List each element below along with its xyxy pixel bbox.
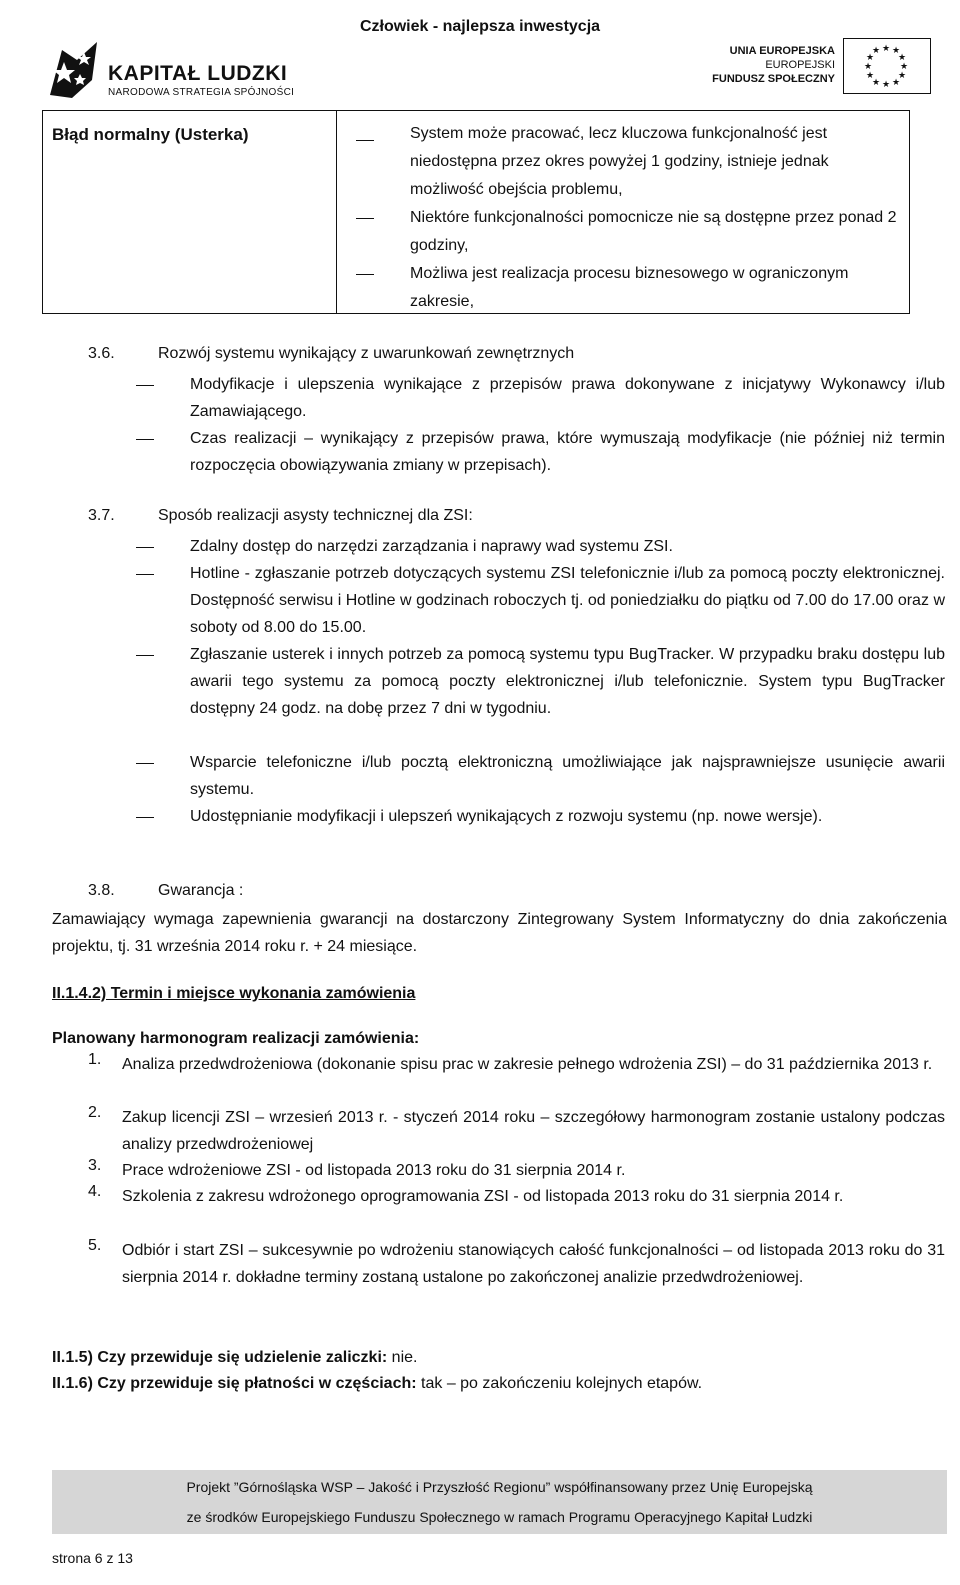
- bullet-dash: [136, 439, 154, 440]
- bullet-dash: [136, 655, 154, 656]
- list-item: Zakup licencji ZSI – wrzesień 2013 r. - styczeń 2014 roku – szczegółowy harmonogram zostanie ustalony podczas analizy przedwdrożeniowej: [122, 1109, 945, 1153]
- list-item: Zgłaszanie usterek i innych potrzeb za pomocą systemu typu BugTracker. W przypadku braku dostępu lub awarii tego systemu za pomocą poczty elektronicznej i/lub telefonicznie. System typu BugTracker dostępny 24 godz. na dobę przez 7 dni w tygodniu.: [190, 646, 945, 717]
- list-item: Modyfikacje i ulepszenia wynikające z przepisów prawa dokonywane z inicjatywy Wykonawcy i/lub Zamawiającego.: [190, 376, 945, 420]
- list-item: Analiza przedwdrożeniowa (dokonanie spisu prac w zakresie pełnego wdrożenia ZSI) – do 31 października 2013 r.: [122, 1056, 933, 1073]
- section-title: Gwarancja :: [158, 882, 244, 899]
- partial-payment-answer: tak – po zakończeniu kolejnych etapów.: [416, 1375, 703, 1392]
- svg-text:★: ★: [872, 46, 881, 56]
- footer-line-1: Projekt ”Górnośląska WSP – Jakość i Przyszłość Regionu” współfinansowany przez Unię Europejską: [186, 1479, 813, 1495]
- list-item: Hotline - zgłaszanie potrzeb dotyczących systemu ZSI telefonicznie i/lub za pomocą poczty elektronicznej. Dostępność serwisu i Hotline w godzinach roboczych tj. od poniedziałku do piątku od 7.00 do 17.00 oraz w soboty od 8.00 do 15.00.: [190, 565, 945, 636]
- svg-text:★: ★: [864, 62, 873, 72]
- bullet-dash: [356, 218, 374, 219]
- section-title: Sposób realizacji asysty technicznej dla ZSI:: [158, 507, 473, 524]
- svg-text:★: ★: [892, 46, 901, 56]
- bullet-dash: [356, 140, 374, 141]
- partial-payment-label: II.1.6) Czy przewiduje się płatności w częściach:: [52, 1375, 417, 1392]
- svg-text:★: ★: [898, 71, 907, 81]
- section-number: 3.6.: [88, 345, 115, 362]
- advance-label: II.1.5) Czy przewiduje się udzielenie zaliczki:: [52, 1349, 388, 1366]
- bullet-dash: [136, 574, 154, 575]
- table-item-1: System może pracować, lecz kluczowa funkcjonalność jest niedostępna przez okres powyżej 1 godziny, istnieje jednak możliwość obejścia problemu,: [410, 125, 829, 198]
- bullet-dash: [356, 274, 374, 275]
- svg-text:★: ★: [898, 53, 907, 63]
- svg-text:★: ★: [882, 44, 891, 54]
- list-item: Szkolenia z zakresu wdrożonego oprogramowania ZSI - od listopada 2013 roku do 31 sierpnia 2014 r.: [122, 1188, 844, 1205]
- list-number: 5.: [88, 1237, 102, 1254]
- footer-line-2: ze środków Europejskiego Funduszu Społecznego w ramach Programu Operacyjnego Kapitał Ludzki: [186, 1509, 813, 1525]
- guarantee-text: Zamawiający wymaga zapewnienia gwarancji na dostarczony Zintegrowany System Informatyczny do dnia zakończenia projektu, tj. 31 września 2014 roku r. + 24 miesiące.: [52, 911, 947, 955]
- harmonogram-heading: Planowany harmonogram realizacji zamówienia:: [52, 1030, 420, 1047]
- list-number: 1.: [88, 1051, 102, 1068]
- header-slogan: Człowiek - najlepsza inwestycja: [359, 18, 601, 35]
- svg-text:★: ★: [866, 53, 875, 63]
- svg-text:★: ★: [892, 78, 901, 88]
- page-number: strona 6 z 13: [52, 1550, 133, 1566]
- advance-question: [52, 1344, 947, 1371]
- list-number: 3.: [88, 1157, 102, 1174]
- svg-text:★: ★: [872, 78, 881, 88]
- list-item: Zdalny dostęp do narzędzi zarządzania i naprawy wad systemu ZSI.: [190, 538, 673, 555]
- svg-text:★: ★: [866, 71, 875, 81]
- bullet-dash: [136, 385, 154, 386]
- svg-text:★: ★: [900, 62, 909, 72]
- svg-text:★: ★: [882, 80, 891, 90]
- table-item-3: Możliwa jest realizacja procesu biznesowego w ograniczonym zakresie,: [410, 265, 849, 310]
- section-title: Rozwój systemu wynikający z uwarunkowań zewnętrznych: [158, 345, 575, 362]
- advance-answer: nie.: [387, 1349, 418, 1366]
- list-number: 4.: [88, 1183, 102, 1200]
- kapital-ludzki-subtitle: NARODOWA STRATEGIA SPÓJNOŚCI: [108, 87, 295, 98]
- kapital-ludzki-stars-icon: [42, 40, 104, 100]
- eu-logo-line1: UNIA EUROPEJSKA: [729, 45, 835, 57]
- list-number: 2.: [88, 1104, 102, 1121]
- partial-payment-question: [52, 1370, 947, 1397]
- list-item: Czas realizacji – wynikający z przepisów prawa, które wymuszają modyfikacje (nie później niż termin rozpoczęcia obowiązywania zmiany w przepisach).: [190, 430, 945, 474]
- bullet-dash: [136, 763, 154, 764]
- bullet-dash: [136, 817, 154, 818]
- section-number: 3.8.: [88, 882, 115, 899]
- eu-logo-line2: EUROPEJSKI: [765, 59, 835, 71]
- list-item: Odbiór i start ZSI – sukcesywnie po wdrożeniu stanowiących całość funkcjonalności – od listopada 2013 roku do 31 sierpnia 2014 r. dokładne terminy zostaną ustalone po zakończonej analizie przedwdrożeniowej.: [122, 1242, 945, 1286]
- termin-heading: II.1.4.2) Termin i miejsce wykonania zamówienia: [52, 985, 416, 1002]
- section-number: 3.7.: [88, 507, 115, 524]
- list-item: Wsparcie telefoniczne i/lub pocztą elektroniczną umożliwiające jak najsprawniejsze usunięcie awarii systemu.: [190, 754, 945, 798]
- table-label: Błąd normalny (Usterka): [52, 125, 249, 144]
- kapital-ludzki-title: KAPITAŁ LUDZKI: [108, 62, 288, 85]
- table-item-2: Niektóre funkcjonalności pomocnicze nie są dostępne przez ponad 2 godziny,: [410, 209, 897, 254]
- bullet-dash: [136, 547, 154, 548]
- list-item: Udostępnianie modyfikacji i ulepszeń wynikających z rozwoju systemu (np. nowe wersje).: [190, 808, 823, 825]
- eu-logo-text: [700, 44, 835, 86]
- list-item: Prace wdrożeniowe ZSI - od listopada 2013 roku do 31 sierpnia 2014 r.: [122, 1162, 626, 1179]
- eu-logo-line3: FUNDUSZ SPOŁECZNY: [712, 73, 835, 85]
- eu-flag-icon: [843, 38, 931, 94]
